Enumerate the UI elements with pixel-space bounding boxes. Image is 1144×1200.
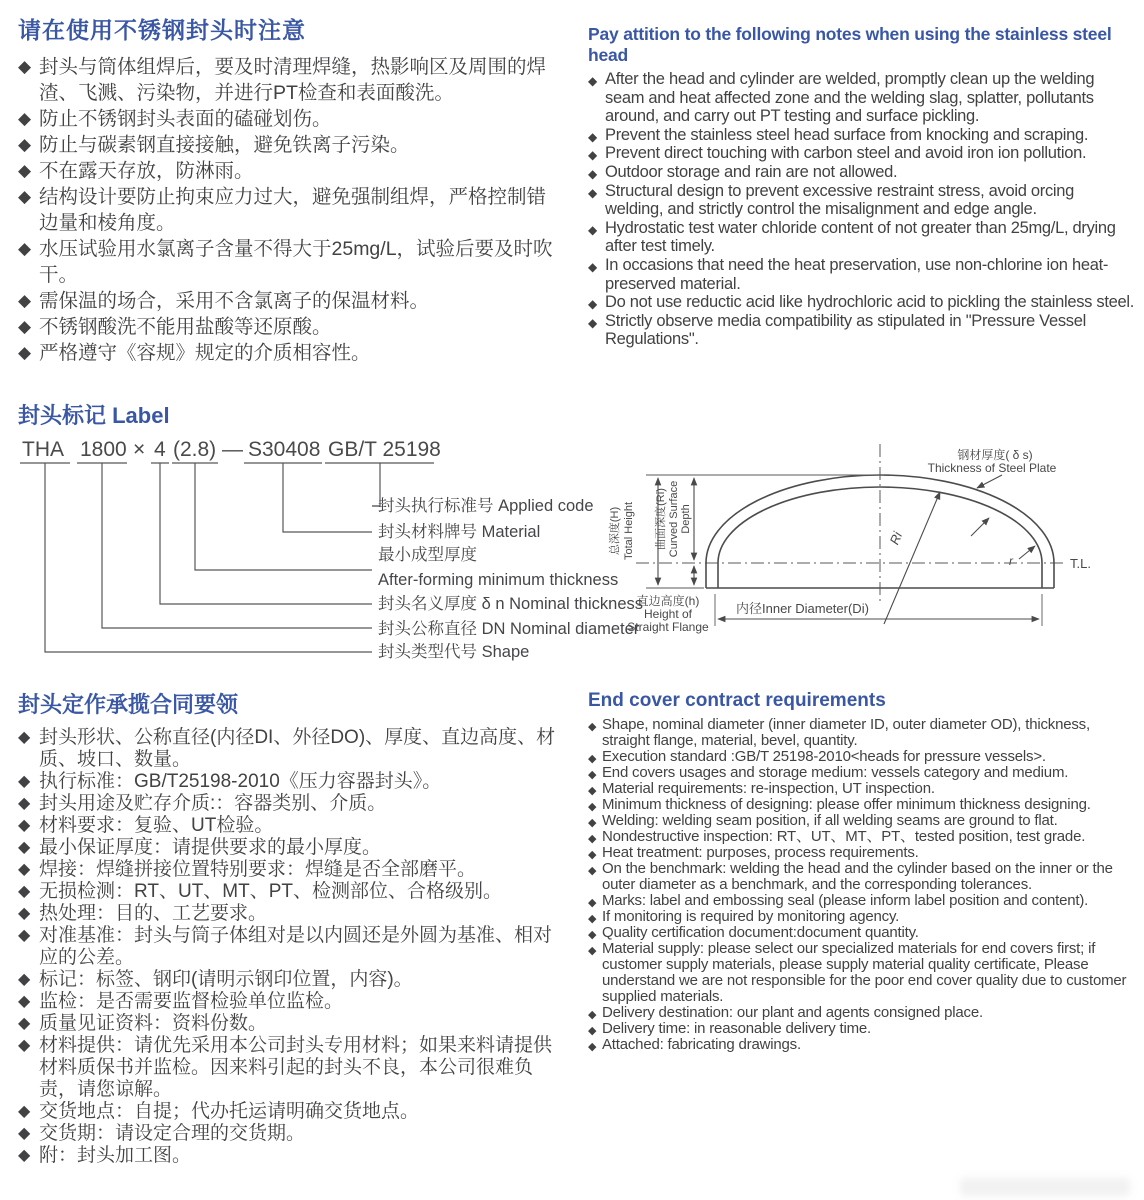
total-height-label-en: Total Height <box>623 501 635 561</box>
contract-item <box>588 765 1140 781</box>
en-usage-notes-list <box>588 70 1136 349</box>
contract-item-text: 焊接：焊缝拼接位置特别要求：焊缝是否全部磨平。 <box>39 859 477 880</box>
cn-usage-notes-section <box>18 12 560 366</box>
contract-item <box>588 845 1140 861</box>
flange-height-label-cn: 直边高度(h) <box>636 594 700 608</box>
contract-item <box>588 813 1140 829</box>
en-contract-section <box>588 690 1140 1053</box>
diamond-bullet-icon: ◆ <box>18 1103 31 1120</box>
contract-item <box>18 1013 566 1035</box>
note-item <box>588 126 1136 145</box>
diamond-bullet-icon: ◆ <box>18 971 31 988</box>
contract-item <box>18 1101 566 1123</box>
curved-depth-label-en2: Depth <box>680 504 692 534</box>
diamond-bullet-icon: ◆ <box>588 1009 597 1021</box>
note-item-text: Strictly observe media compatibility as stipulated in "Pressure Vessel Regulations". <box>605 311 1086 349</box>
contract-item <box>18 837 566 859</box>
contract-item-text: Nondestructive inspection: RT、UT、MT、PT、tested position, test grade. <box>602 828 1086 845</box>
code-segment-shape: THA <box>22 438 64 461</box>
callout-applied-code: 封头执行标准号 Applied code <box>378 497 594 515</box>
diamond-bullet-icon: ◆ <box>588 148 597 163</box>
diamond-bullet-icon: ◆ <box>18 839 31 856</box>
contract-item-text: 封头形状、公称直径(内径DI、外径DO)、厚度、直边高度、材质、坡口、数量。 <box>39 727 556 770</box>
contract-item <box>18 859 566 881</box>
diamond-bullet-icon: ◆ <box>18 817 31 834</box>
contract-item <box>18 969 566 991</box>
knuckle-radius-arrow <box>1019 546 1035 559</box>
contract-item-text: Quality certification document:document quantity. <box>602 924 919 941</box>
diamond-bullet-icon: ◆ <box>18 291 32 310</box>
diamond-bullet-icon: ◆ <box>18 905 31 922</box>
contract-item <box>588 893 1140 909</box>
en-contract-title: End cover contract requirements <box>588 690 886 711</box>
contract-item-text: 交货期：请设定合理的交货期。 <box>39 1123 306 1144</box>
flange-height-label-en1: Height of <box>643 607 693 621</box>
contract-item <box>18 1145 566 1167</box>
flange-height-label-en2: Straight Flange <box>627 620 709 634</box>
diamond-bullet-icon: ◆ <box>18 317 32 336</box>
note-item-text: 需保温的场合，采用不含氯离子的保温材料。 <box>39 290 430 312</box>
callout-min-thickness-cn: 最小成型厚度 <box>378 546 477 564</box>
note-item-text: Outdoor storage and rain are not allowed. <box>605 162 898 181</box>
diamond-bullet-icon: ◆ <box>588 315 597 330</box>
contract-item-text: Execution standard :GB/T 25198-2010<heads for pressure vessels>. <box>602 748 1046 765</box>
contract-item-text: Marks: label and embossing seal (please inform label position and content). <box>602 892 1089 909</box>
en-usage-notes-section <box>588 24 1136 349</box>
en-usage-notes-title: Pay attition to the following notes when using the stainless steel head <box>588 24 1112 65</box>
contract-item-text: Minimum thickness of designing: please offer minimum thickness designing. <box>602 796 1091 813</box>
note-item <box>18 288 560 314</box>
diamond-bullet-icon: ◆ <box>588 129 597 144</box>
diamond-bullet-icon: ◆ <box>588 1041 597 1053</box>
contract-item-text: 材料要求：复验、UT检验。 <box>39 815 274 836</box>
diamond-bullet-icon: ◆ <box>18 135 32 154</box>
callout-leader-lines <box>45 463 380 652</box>
diamond-bullet-icon: ◆ <box>18 187 32 206</box>
note-item-text: After the head and cylinder are welded, promptly clean up the welding seam and heat affected zone and the welding slag, splatter, pollutants around, and carry out PT testing and surface pickling. <box>605 70 1095 126</box>
contract-item <box>18 727 566 771</box>
contract-item <box>18 815 566 837</box>
contract-item <box>588 797 1140 813</box>
diamond-bullet-icon: ◆ <box>18 993 31 1010</box>
diamond-bullet-icon: ◆ <box>588 297 597 312</box>
curved-depth-label-cn: 曲面深度(Ri) <box>655 488 667 550</box>
cn-usage-notes-list <box>18 54 560 366</box>
contract-item <box>588 1037 1140 1053</box>
diamond-bullet-icon: ◆ <box>18 1015 31 1032</box>
label-breakdown-diagram <box>20 438 645 670</box>
contract-item-text: 最小保证厚度：请提供要求的最小厚度。 <box>39 837 382 858</box>
contract-item-text: Welding: welding seam position, if all welding seams are ground to flat. <box>602 812 1058 829</box>
diamond-bullet-icon: ◆ <box>18 343 32 362</box>
note-item-text: 防止不锈钢封头表面的磕碰划伤。 <box>39 108 332 130</box>
contract-item <box>18 1035 566 1101</box>
tangent-line-label: T.L. <box>1070 556 1091 571</box>
contract-item <box>588 829 1140 845</box>
scan-artifact <box>960 1178 1130 1196</box>
code-segment-dash: — <box>222 438 243 461</box>
note-item <box>18 54 560 106</box>
contract-item <box>18 793 566 815</box>
contract-item-text: 标记：标签、钢印(请明示钢印位置，内容)。 <box>39 969 413 990</box>
diamond-bullet-icon: ◆ <box>18 795 31 812</box>
note-item <box>588 312 1136 349</box>
contract-item <box>18 881 566 903</box>
diamond-bullet-icon: ◆ <box>588 833 597 845</box>
note-item-text: 防止与碳素钢直接接触，避免铁离子污染。 <box>39 134 410 156</box>
diamond-bullet-icon: ◆ <box>588 913 597 925</box>
note-item-text: 不在露天存放，防淋雨。 <box>39 160 254 182</box>
note-item <box>588 144 1136 163</box>
contract-item-text: 对准基准：封头与筒子体组对是以内圆还是外圆为基准、相对应的公差。 <box>39 925 553 968</box>
contract-item <box>18 903 566 925</box>
code-segment-material: S30408 <box>248 438 321 461</box>
contract-item <box>588 1005 1140 1021</box>
contract-item-text: 封头用途及贮存介质:：容器类别、介质。 <box>39 793 387 814</box>
plate-thickness-label-cn: 钢材厚度( δ s) <box>957 448 1033 462</box>
contract-item-text: Heat treatment: purposes, process requirements. <box>602 844 919 861</box>
note-item-text: 严格遵守《容规》规定的介质相容性。 <box>39 342 371 364</box>
curved-depth-label-en1: Curved Surface <box>668 480 680 558</box>
thickness-arrow-lower <box>971 518 989 536</box>
total-height-label-cn: 总深度(H) <box>609 506 621 556</box>
diamond-bullet-icon: ◆ <box>588 753 597 765</box>
note-item-text: Structural design to prevent excessive restraint stress, avoid orcing welding, and strictly control the misalignment and edge angle. <box>605 181 1075 219</box>
cn-contract-section <box>18 688 566 1167</box>
diamond-bullet-icon: ◆ <box>588 785 597 797</box>
diamond-bullet-icon: ◆ <box>588 185 597 200</box>
contract-item-text: 质量见证资料：资料份数。 <box>39 1013 268 1034</box>
code-segment-times: × <box>133 438 146 461</box>
note-item-text: 水压试验用水氯离子含量不得大于25mg/L，试验后要及时吹干。 <box>39 238 553 286</box>
callout-nominal-diameter: 封头公称直径 DN Nominal diameter <box>378 620 640 638</box>
note-item <box>588 70 1136 126</box>
callout-min-thickness-en: After-forming minimum thickness <box>378 571 619 589</box>
note-item-text: In occasions that need the heat preservation, use non-chlorine ion heat-preserved material. <box>605 255 1109 293</box>
diamond-bullet-icon: ◆ <box>588 222 597 237</box>
knuckle-radius-label: r <box>1009 554 1013 568</box>
contract-item-text: Delivery destination: our plant and agents consigned place. <box>602 1004 983 1021</box>
cn-contract-title: 封头定作承揽合同要领 <box>18 692 239 717</box>
note-item-text: Hydrostatic test water chloride content of not greater than 25mg/L, drying after test timely. <box>605 218 1116 256</box>
note-item <box>588 182 1136 219</box>
note-item-text: Prevent direct touching with carbon steel and avoid iron ion pollution. <box>605 144 1087 163</box>
contract-item-text: 热处理：目的、工艺要求。 <box>39 903 268 924</box>
plate-thickness-label-en: Thickness of Steel Plate <box>927 461 1057 475</box>
note-item <box>588 163 1136 182</box>
diamond-bullet-icon: ◆ <box>18 57 32 76</box>
contract-item <box>588 781 1140 797</box>
contract-item <box>18 925 566 969</box>
contract-item-text: 执行标准：GB/T25198-2010《压力容器封头》。 <box>39 771 442 792</box>
note-item-text: 不锈钢酸洗不能用盐酸等还原酸。 <box>39 316 332 338</box>
contract-item <box>588 941 1140 1005</box>
contract-item <box>18 991 566 1013</box>
diamond-bullet-icon: ◆ <box>18 729 31 746</box>
contract-item-text: 监检：是否需要监督检验单位监检。 <box>39 991 344 1012</box>
contract-item <box>588 909 1140 925</box>
contract-item <box>588 925 1140 941</box>
contract-item-text: If monitoring is required by monitoring agency. <box>602 908 900 925</box>
note-item <box>18 314 560 340</box>
contract-item-text: Material requirements: re-inspection, UT inspection. <box>602 780 935 797</box>
diamond-bullet-icon: ◆ <box>588 929 597 941</box>
diamond-bullet-icon: ◆ <box>18 109 32 128</box>
radius-label: Ri <box>886 529 906 547</box>
contract-item-text: 附：封头加工图。 <box>39 1145 192 1166</box>
contract-item-text: Attached: fabricating drawings. <box>602 1036 801 1053</box>
en-contract-list <box>588 717 1140 1053</box>
head-cross-section-diagram <box>602 428 1142 668</box>
code-segment-diameter: 1800 <box>80 438 127 461</box>
contract-item <box>588 861 1140 893</box>
callout-shape: 封头类型代号 Shape <box>378 643 530 661</box>
contract-item-text: End covers usages and storage medium: vessels category and medium. <box>602 764 1069 781</box>
code-segment-thickness: 4 <box>154 438 166 461</box>
note-item-text: Do not use reductic acid like hydrochloric acid to pickling the stainless steel. <box>605 293 1135 312</box>
diamond-bullet-icon: ◆ <box>588 721 597 733</box>
note-item-text: 封头与筒体组焊后，要及时清理焊缝，热影响区及周围的焊渣、飞溅、污染物，并进行PT检查和表面酸洗。 <box>39 56 547 104</box>
contract-item-text: On the benchmark: welding the head and the cylinder based on the inner or the outer diameter as a benchmark, and the corresponding tolerances. <box>602 860 1113 893</box>
note-item <box>588 293 1136 312</box>
diamond-bullet-icon: ◆ <box>18 773 31 790</box>
contract-item-text: 材料提供：请优先采用本公司封头专用材料；如果来料请提供材料质保书并监检。因来料引起的封头不良，本公司很难负责，请您谅解。 <box>39 1035 553 1100</box>
callout-nominal-thickness: 封头名义厚度 δ n Nominal thickness <box>378 595 643 613</box>
note-item <box>588 256 1136 293</box>
diamond-bullet-icon: ◆ <box>18 239 32 258</box>
note-item <box>18 184 560 236</box>
diamond-bullet-icon: ◆ <box>588 897 597 909</box>
note-item <box>18 106 560 132</box>
note-item <box>18 158 560 184</box>
diamond-bullet-icon: ◆ <box>588 166 597 181</box>
radius-leader-line <box>884 492 940 624</box>
thickness-arrow-upper <box>977 475 1002 488</box>
contract-item <box>18 771 566 793</box>
diamond-bullet-icon: ◆ <box>588 849 597 861</box>
contract-item-text: 无损检测：RT、UT、MT、PT、检测部位、合格级别。 <box>39 881 503 902</box>
diamond-bullet-icon: ◆ <box>18 1147 31 1164</box>
contract-item-text: Shape, nominal diameter (inner diameter ID, outer diameter OD), thickness, straight flange, material, bevel, quantity. <box>602 716 1090 749</box>
callout-material: 封头材料牌号 Material <box>378 523 541 541</box>
diamond-bullet-icon: ◆ <box>588 1025 597 1037</box>
note-item-text: Prevent the stainless steel head surface from knocking and scraping. <box>605 125 1089 144</box>
cn-usage-notes-title: 请在使用不锈钢封头时注意 <box>18 17 306 43</box>
contract-item-text: 交货地点：自提；代办托运请明确交货地点。 <box>39 1101 420 1122</box>
note-item-text: 结构设计要防止拘束应力过大，避免强制组焊，严格控制错边量和棱角度。 <box>39 186 547 234</box>
note-item <box>588 219 1136 256</box>
note-item <box>18 340 560 366</box>
contract-item <box>588 749 1140 765</box>
note-item <box>18 236 560 288</box>
diamond-bullet-icon: ◆ <box>588 865 597 877</box>
diamond-bullet-icon: ◆ <box>18 927 31 944</box>
contract-item <box>18 1123 566 1145</box>
contract-item-text: Delivery time: in reasonable delivery time. <box>602 1020 872 1037</box>
diamond-bullet-icon: ◆ <box>588 74 597 88</box>
diamond-bullet-icon: ◆ <box>588 801 597 813</box>
diamond-bullet-icon: ◆ <box>588 769 597 781</box>
diamond-bullet-icon: ◆ <box>18 1037 31 1054</box>
contract-item <box>588 1021 1140 1037</box>
contract-item-text: Material supply: please select our specialized materials for end covers first; if customer supply materials, please supply material quality certificate, Please understand we are not responsible for the poor end cover quality due to customer supplied materials. <box>602 940 1127 1005</box>
inner-diameter-label: 内径Inner Diameter(Di) <box>736 601 869 616</box>
diamond-bullet-icon: ◆ <box>588 945 597 957</box>
contract-item <box>588 717 1140 749</box>
diamond-bullet-icon: ◆ <box>18 161 32 180</box>
code-segment-minthick: (2.8) <box>173 438 217 461</box>
note-item <box>18 132 560 158</box>
label-section-title: 封头标记 Label <box>18 403 170 428</box>
diamond-bullet-icon: ◆ <box>18 861 31 878</box>
code-segment-standard: GB/T 25198 <box>328 438 441 461</box>
diamond-bullet-icon: ◆ <box>588 817 597 829</box>
cn-contract-list <box>18 727 566 1167</box>
diamond-bullet-icon: ◆ <box>18 1125 31 1142</box>
diamond-bullet-icon: ◆ <box>588 259 597 274</box>
diamond-bullet-icon: ◆ <box>18 883 31 900</box>
